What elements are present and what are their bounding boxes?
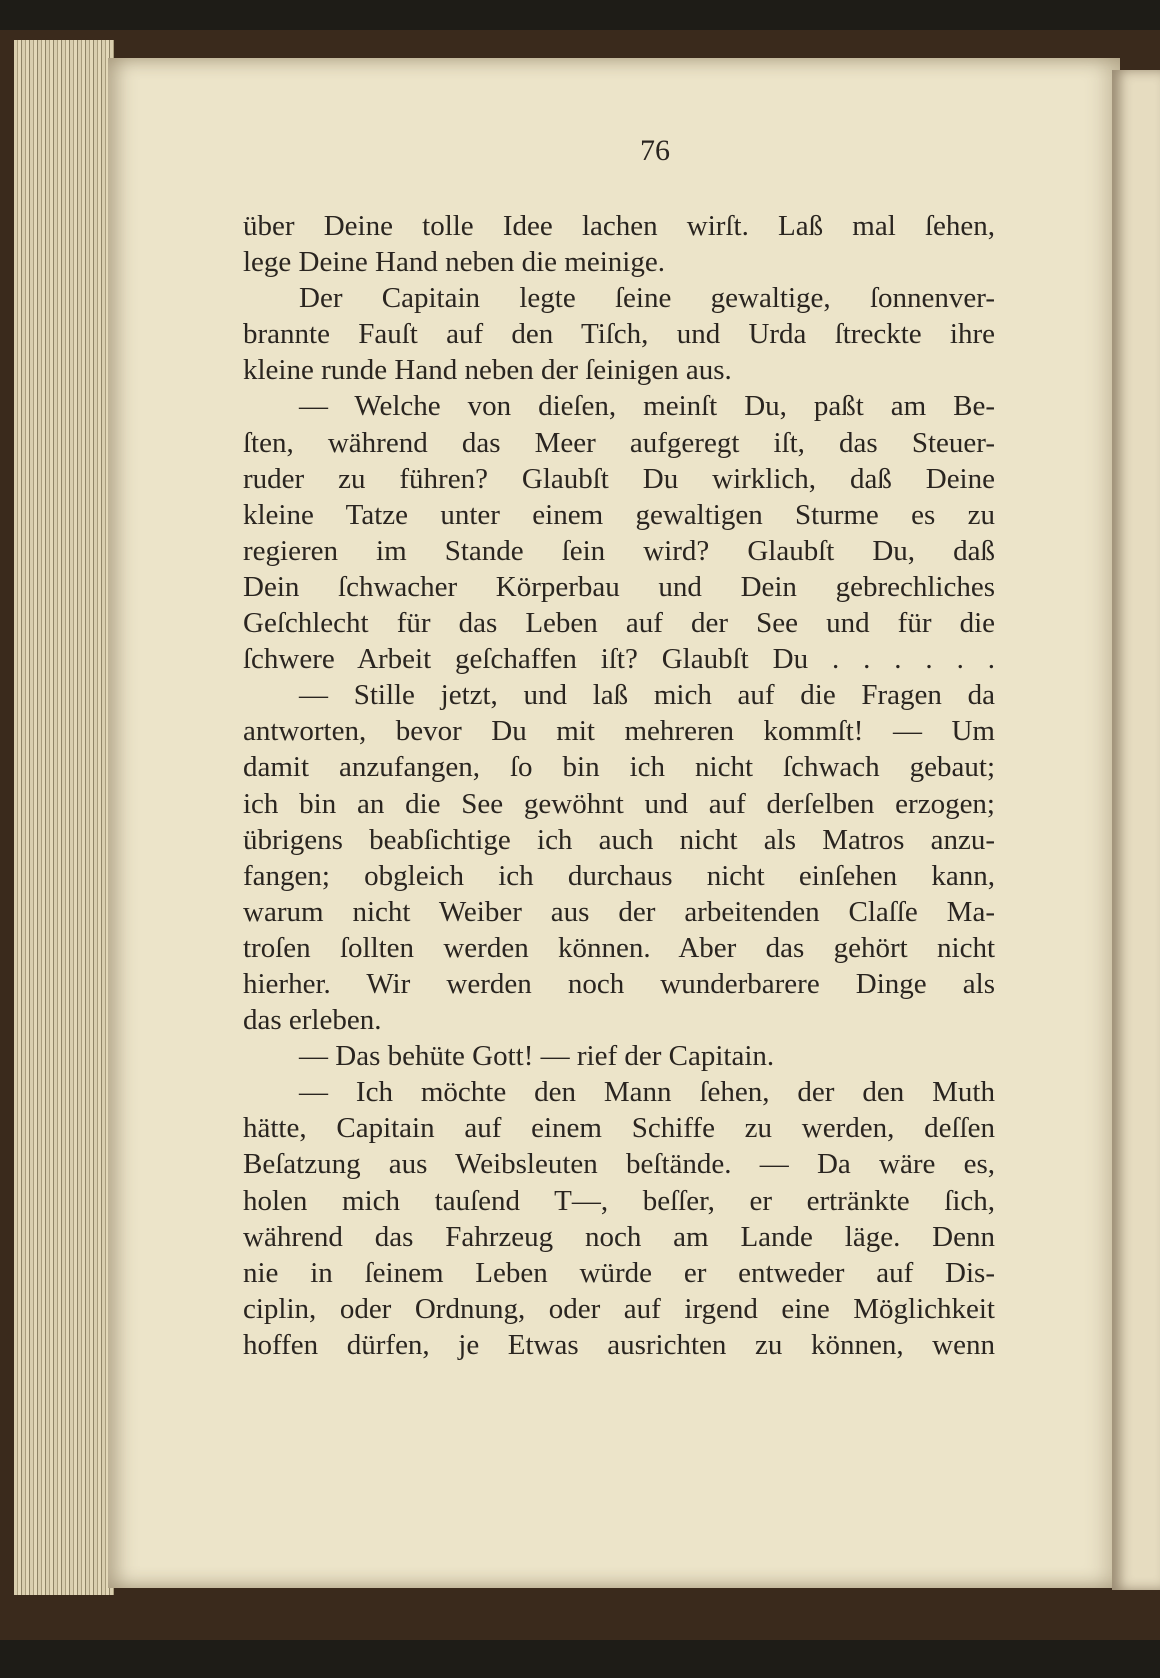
text-line: holen mich tauſend T—, beſſer, er ertränkte ſich,: [243, 1184, 995, 1217]
text-line: regieren im Stande ſein wird? Glaubſt Du, daß: [243, 534, 995, 567]
text-line: ſchwere Arbeit geſchaffen iſt? Glaubſt Du . . . . . .: [243, 643, 995, 676]
text-line: antworten, bevor Du mit mehreren kommſt! — Um: [243, 715, 995, 748]
text-line: Der Capitain legte ſeine gewaltige, ſonnenver-: [299, 282, 995, 315]
text-line: ruder zu führen? Glaubſt Du wirklich, daß Deine: [243, 462, 995, 495]
text-line: hätte, Capitain auf einem Schiffe zu werden, deſſen: [243, 1112, 995, 1145]
text-line: ſten, während das Meer aufgeregt iſt, das Steuer-: [243, 426, 995, 459]
facing-page-edge: [1112, 70, 1160, 1590]
text-line: — Stille jetzt, und laß mich auf die Fragen da: [299, 679, 995, 712]
text-line: warum nicht Weiber aus der arbeitenden Claſſe Ma-: [243, 895, 995, 928]
text-line: — Ich möchte den Mann ſehen, der den Muth: [299, 1076, 995, 1109]
text-line: troſen ſollten werden können. Aber das gehört nicht: [243, 931, 995, 964]
text-line: hoffen dürfen, je Etwas ausrichten zu können, wenn: [243, 1328, 995, 1361]
text-line: übrigens beabſichtige ich auch nicht als Matros anzu-: [243, 823, 995, 856]
text-line: — Welche von dieſen, meinſt Du, paßt am Be-: [299, 390, 995, 423]
text-line: das erleben.: [243, 1004, 382, 1037]
text-line: Dein ſchwacher Körperbau und Dein gebrechliches: [243, 570, 995, 603]
text-line: damit anzufangen, ſo bin ich nicht ſchwach gebaut;: [243, 751, 995, 784]
text-line: ciplin, oder Ordnung, oder auf irgend eine Möglichkeit: [243, 1292, 995, 1325]
text-line: während das Fahrzeug noch am Lande läge. Denn: [243, 1220, 995, 1253]
page-number: 76: [640, 134, 670, 167]
text-line: Beſatzung aus Weibsleuten beſtände. — Da wäre es,: [243, 1148, 995, 1181]
text-line: kleine Tatze unter einem gewaltigen Sturme es zu: [243, 498, 995, 531]
page-edges: [14, 40, 114, 1595]
text-line: über Deine tolle Idee lachen wirſt. Laß mal ſehen,: [243, 210, 995, 242]
text-line: hierher. Wir werden noch wunderbarere Dinge als: [243, 967, 995, 1000]
text-line: Geſchlecht für das Leben auf der See und für die: [243, 607, 995, 640]
text-line: brannte Fauſt auf den Tiſch, und Urda ſtreckte ihre: [243, 318, 995, 351]
text-line: — Das behüte Gott! — rief der Capitain.: [299, 1040, 775, 1073]
text-line: lege Deine Hand neben die meinige.: [243, 246, 665, 279]
text-line: ich bin an die See gewöhnt und auf derſelben erzogen;: [243, 787, 995, 820]
text-line: nie in ſeinem Leben würde er entweder auf Dis-: [243, 1256, 995, 1289]
body-text: [243, 208, 995, 1363]
text-line: kleine runde Hand neben der ſeinigen aus.: [243, 354, 732, 387]
text-line: fangen; obgleich ich durchaus nicht einſehen kann,: [243, 859, 995, 892]
